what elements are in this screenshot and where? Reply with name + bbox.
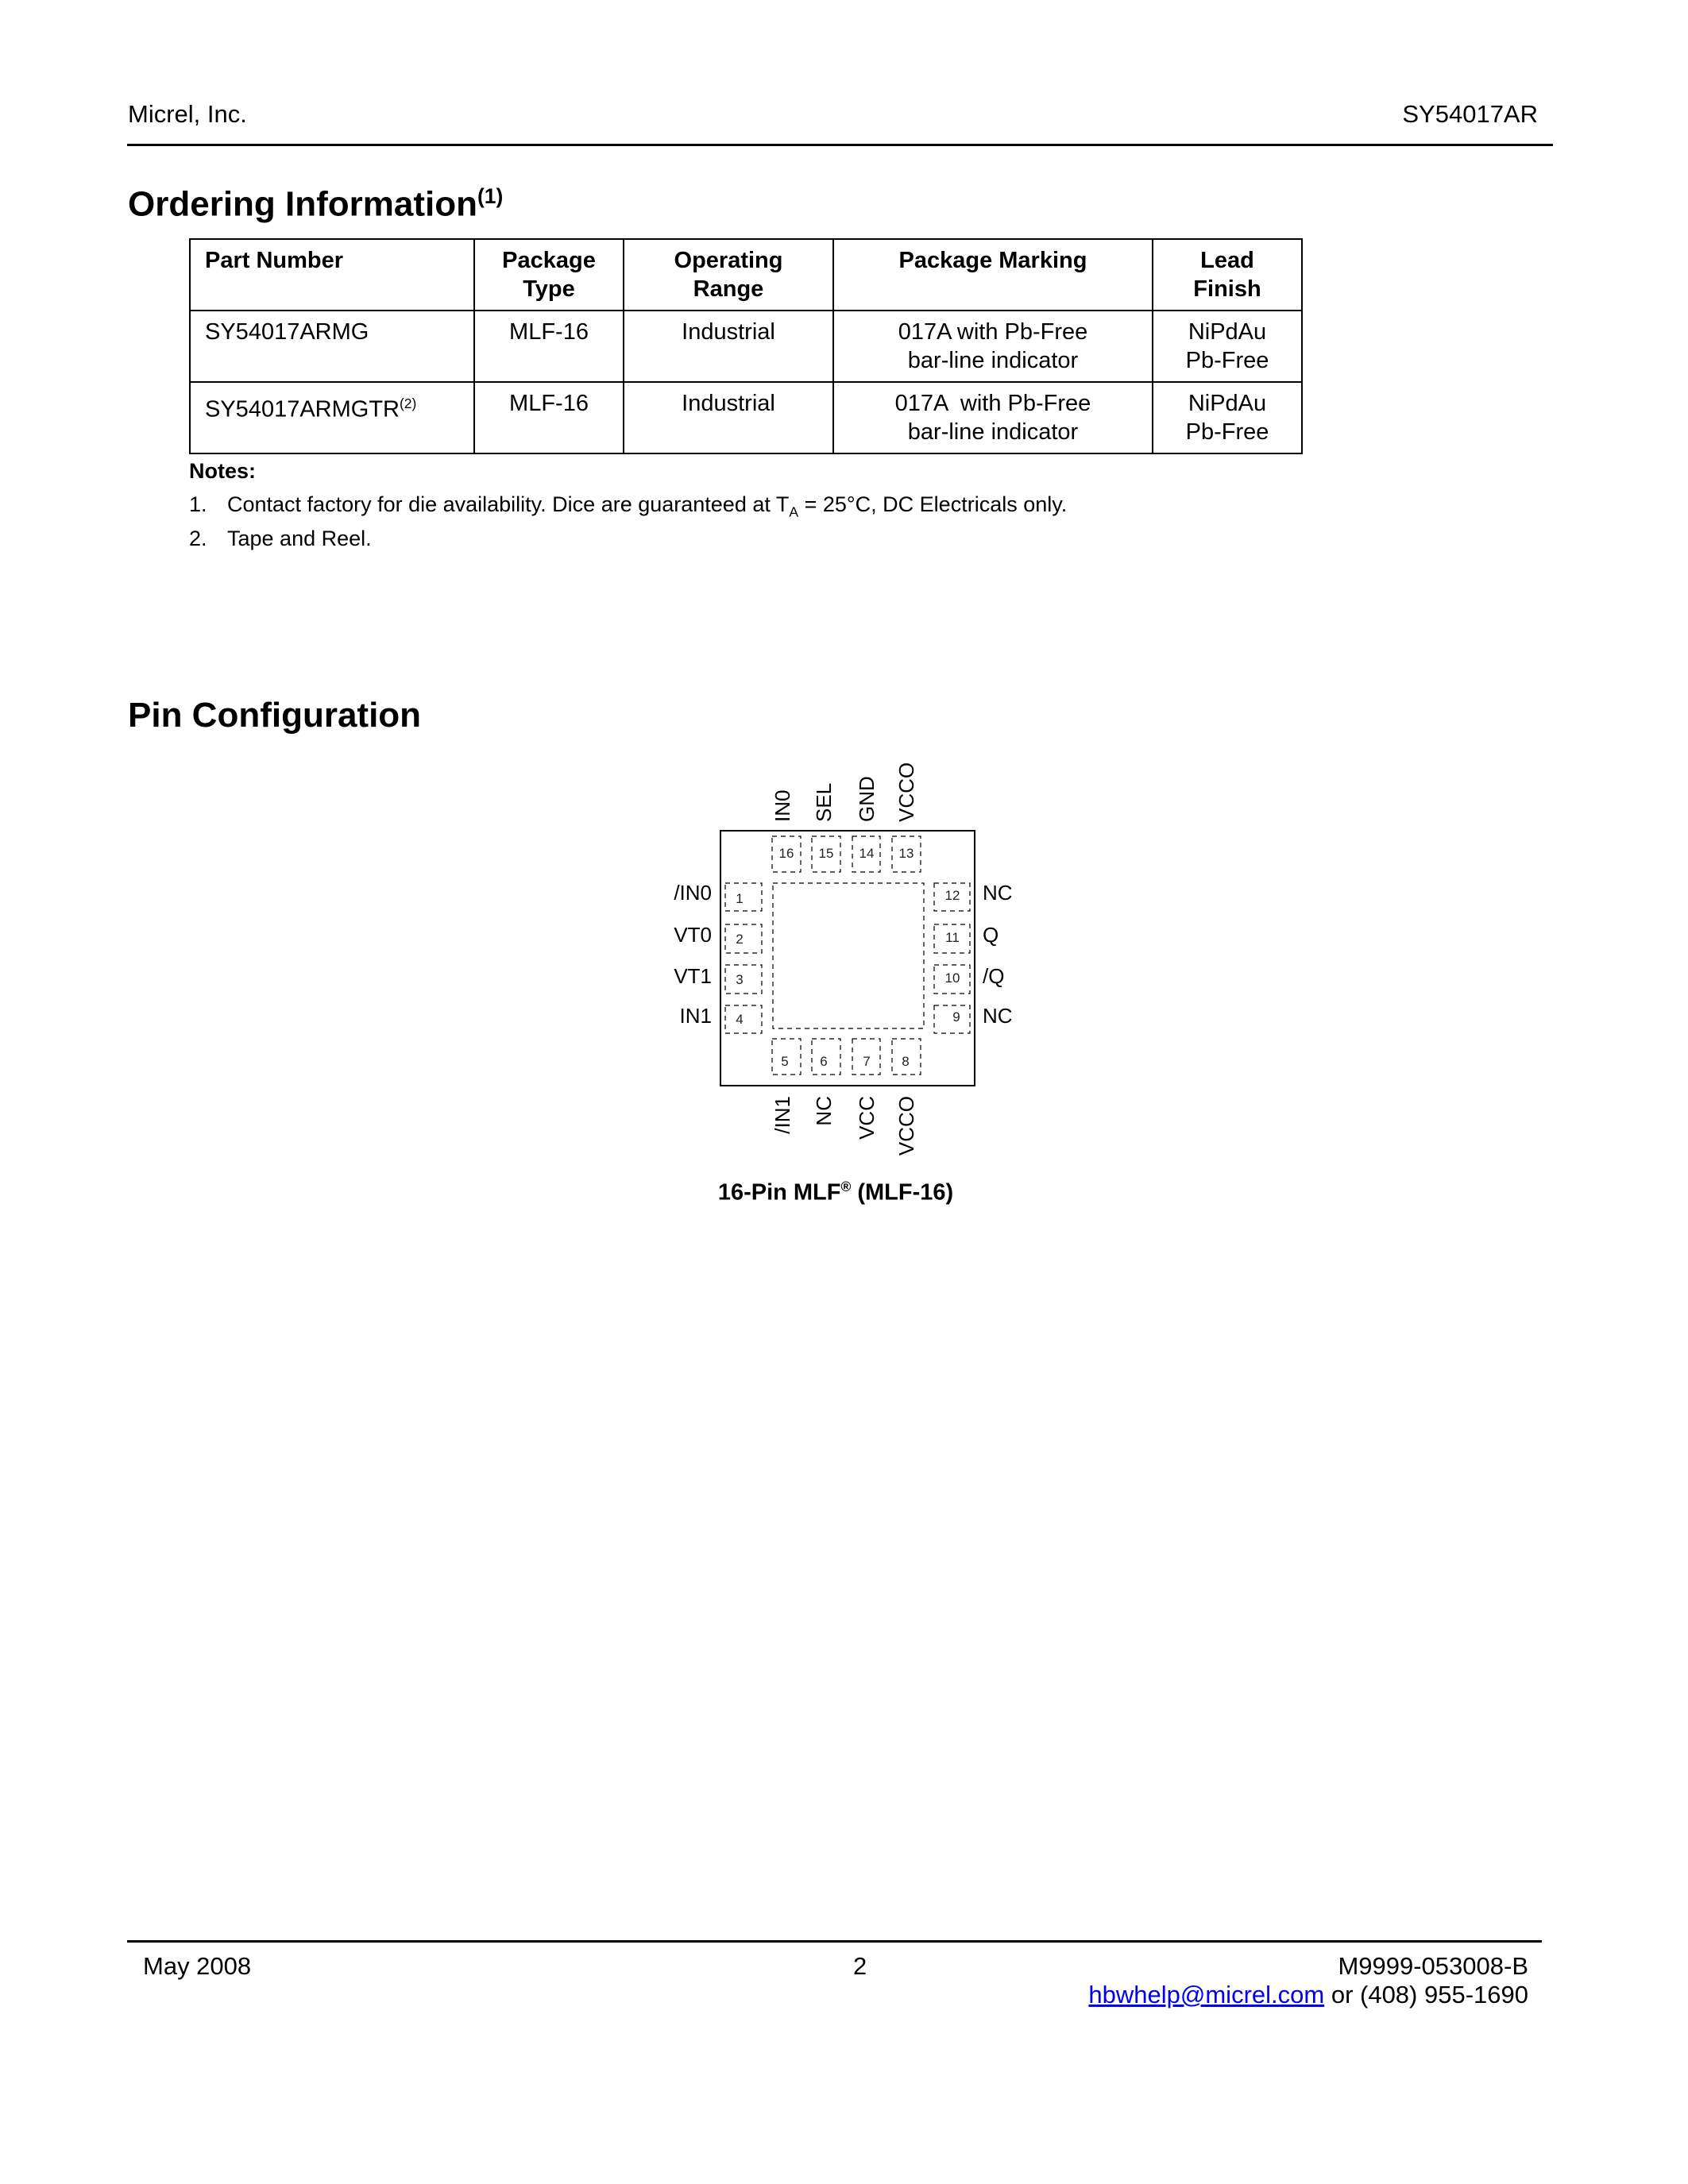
col-package-marking: Package Marking (833, 239, 1153, 311)
cell-package: MLF-16 (474, 382, 624, 453)
table-row (190, 311, 1302, 382)
pin-diagram-caption: 16-Pin MLF® (MLF-16) (717, 1179, 954, 1206)
cell-finish: NiPdAu Pb-Free (1153, 382, 1302, 453)
cell-range: Industrial (624, 382, 833, 453)
col-lead-finish: Lead Finish (1153, 239, 1302, 311)
cell-part: SY54017ARMG (190, 311, 474, 382)
ordering-title: Ordering Information$^{(1)}$ (128, 184, 504, 224)
cell-range: Industrial (624, 311, 833, 382)
cell-package: MLF-16 (474, 311, 624, 382)
note-2: 2. Tape and Reel. (189, 527, 372, 550)
ordering-table (189, 238, 1303, 454)
header-company: Micrel, Inc. (128, 100, 247, 128)
pin-label: NC (983, 1004, 1013, 1028)
table-header-row (190, 239, 1302, 311)
pin-num: 2 (736, 932, 744, 947)
pin-label: SEL (812, 782, 836, 822)
pin-label: NC (812, 1096, 836, 1126)
pin-num: 10 (944, 970, 960, 986)
pin-num: 3 (736, 972, 744, 987)
col-part-number: Part Number (190, 239, 474, 311)
pin-num: 12 (944, 888, 960, 903)
footer-page-number: 2 (853, 1952, 867, 1980)
notes-label: Notes: (189, 459, 257, 483)
pin-label: /IN1 (771, 1096, 794, 1134)
package-outline (720, 831, 975, 1086)
pin-num: 8 (902, 1054, 910, 1069)
header-rule (127, 144, 1553, 146)
pin-diagram (635, 747, 1033, 1160)
pads (725, 836, 970, 1075)
header-part: SY54017AR (1402, 100, 1538, 128)
exposed-pad (773, 883, 924, 1028)
pin-num: 11 (945, 930, 960, 945)
pin-num: 13 (898, 846, 914, 861)
cell-marking: 017A with Pb-Free bar-line indicator (833, 311, 1153, 382)
pin-num: 4 (736, 1012, 744, 1027)
pin-label: IN1 (679, 1004, 712, 1028)
footer-date: May 2008 (143, 1952, 252, 1980)
note-1: 1. Contact factory for die availability. Dice are guaranteed at $T_A = 25^\circ C$, DC Electricals only. (189, 492, 1068, 520)
pin-num: 14 (859, 846, 875, 861)
cell-part: SY54017ARMGTR$^{(2)}$ (190, 382, 474, 453)
pin-label: VCCO (894, 1096, 918, 1156)
pin-num: 15 (818, 846, 834, 861)
pin-config-title: Pin Configuration (128, 696, 422, 735)
footer-contact (1088, 1981, 1528, 2009)
pin-label: Q (983, 923, 999, 947)
cell-finish: NiPdAu Pb-Free (1153, 311, 1302, 382)
footer-rule (127, 1940, 1542, 1943)
pin-num: 16 (778, 846, 794, 861)
pin-num: 5 (781, 1054, 789, 1069)
col-operating-range: Operating Range (624, 239, 833, 311)
pin-label: VT0 (674, 923, 712, 947)
pin-num: 7 (863, 1054, 871, 1069)
pin-label: /IN0 (674, 881, 712, 905)
pin-label: VT1 (674, 964, 712, 988)
pin-num: 1 (736, 891, 744, 906)
pin-num: 6 (820, 1054, 828, 1069)
footer-phone: or (408) 955-1690 (1331, 1981, 1528, 2008)
pin-label: IN0 (771, 789, 794, 822)
pin-num: 9 (952, 1009, 960, 1024)
footer-doc-number: M9999-053008-B (1338, 1952, 1528, 1980)
pin-label: NC (983, 881, 1013, 905)
table-row (190, 382, 1302, 453)
pin-label: GND (855, 776, 879, 822)
cell-marking: 017A with Pb-Free bar-line indicator (833, 382, 1153, 453)
email-link[interactable]: hbwhelp@micrel.com (1088, 1981, 1325, 2008)
col-package-type: Package Type (474, 239, 624, 311)
pin-label: /Q (983, 964, 1005, 988)
pin-label: VCC (855, 1096, 879, 1140)
pin-label: VCCO (894, 762, 918, 822)
